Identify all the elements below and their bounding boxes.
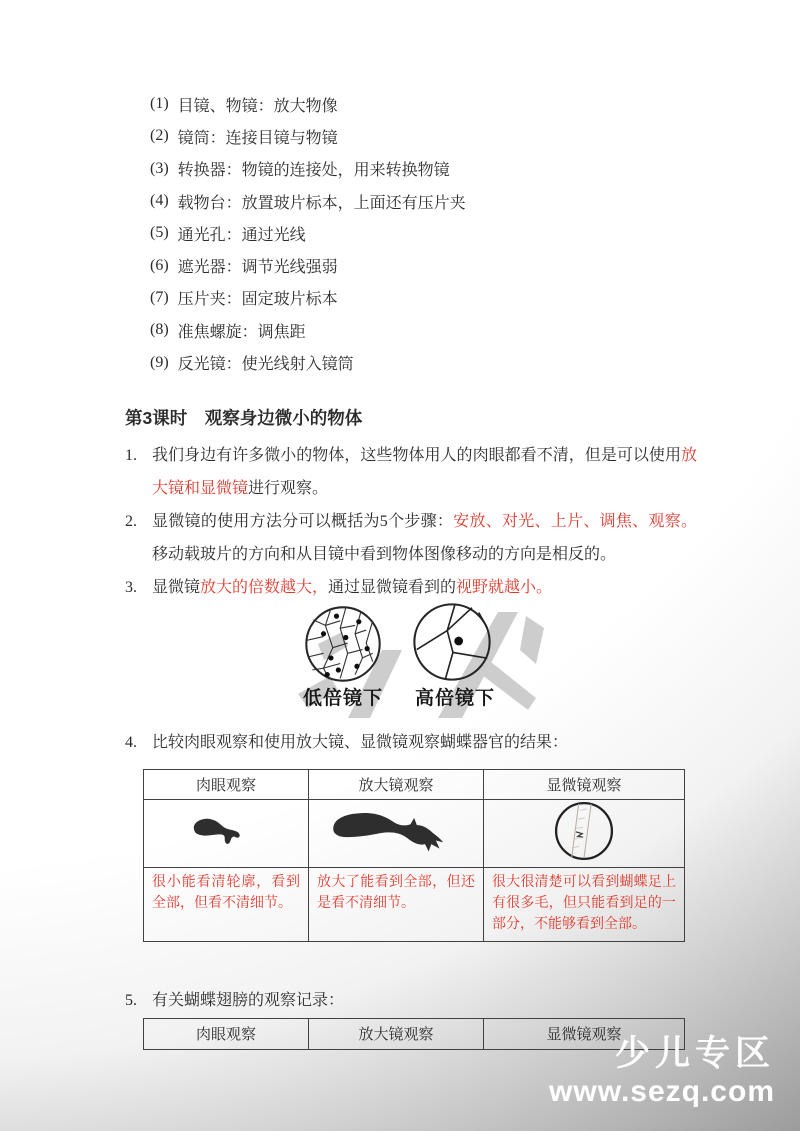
item-text: 转换器：物镜的连接处，用来转换物镜	[177, 162, 450, 180]
point-number: 3.	[125, 578, 137, 596]
lesson-points	[125, 439, 800, 1050]
list-item	[150, 120, 800, 152]
item-number: (1)	[150, 95, 169, 113]
low-power-label: 低倍镜下	[302, 687, 383, 709]
magnification-figure	[290, 600, 550, 718]
item-number: (9)	[150, 353, 169, 371]
point-number: 1.	[125, 446, 137, 464]
list-item	[150, 153, 800, 185]
table-header-row	[144, 769, 685, 799]
high-power-view-image	[412, 601, 492, 683]
point-text	[152, 439, 697, 505]
highlight-text: 安放、对光、上片、调焦、观察。	[453, 512, 697, 530]
point-5	[125, 984, 800, 1017]
item-number: (4)	[150, 192, 169, 210]
item-number: (6)	[150, 256, 169, 274]
item-text: 镜筒：连接目镜与物镜	[177, 129, 338, 147]
watermark-title: 少儿专区	[614, 1034, 775, 1073]
point-text	[152, 726, 697, 759]
item-text: 反光镜：使光线射入镜筒	[177, 356, 354, 374]
item-number: (3)	[150, 159, 169, 177]
highlight-text: 视野就越小。	[456, 578, 553, 596]
list-item	[150, 249, 800, 281]
text-segment: 有关蝴蝶翅膀的观察记录：	[152, 991, 345, 1009]
list-item	[150, 282, 800, 314]
organ-observation-table	[143, 769, 685, 942]
item-number: (8)	[150, 321, 169, 339]
item-text: 遮光器：调节光线强弱	[177, 259, 338, 277]
result-naked-eye: 很小能看清轮廓，看到全部，但看不清细节。	[144, 867, 309, 941]
list-item	[150, 314, 800, 346]
butterfly-leg-magnifier-image	[309, 799, 484, 867]
text-segment: 移动载玻片的方向和从目镜中看到物体图像移动的方向是相反的。	[152, 545, 617, 563]
point-number: 2.	[125, 512, 137, 530]
highlight-text: 放大的倍数越大，	[200, 578, 329, 596]
list-item	[150, 346, 800, 378]
butterfly-foot-microscope-image	[484, 799, 685, 867]
text-segment: 显微镜	[152, 578, 201, 596]
text-segment: 我们身边有许多微小的物体，这些物体用人的肉眼都看不清，但是可以使用	[152, 446, 681, 464]
table-image-row	[144, 799, 685, 867]
microscope-parts-list	[150, 0, 800, 379]
point-number: 5.	[125, 991, 137, 1009]
item-text: 准焦螺旋：调焦距	[177, 323, 306, 341]
list-item	[150, 185, 800, 217]
column-header: 放大镜观察	[309, 769, 484, 799]
column-header: 肉眼观察	[144, 1018, 309, 1049]
item-text: 载物台：放置玻片标本，上面还有压片夹	[177, 194, 466, 212]
text-segment: 比较肉眼观察和使用放大镜、显微镜观察蝴蝶器官的结果：	[152, 733, 569, 751]
table-result-row	[144, 867, 685, 941]
result-microscope: 很大很清楚可以看到蝴蝶足上有很多毛，但只能看到足的一部分，不能够看到全部。	[484, 867, 685, 941]
column-header: 显微镜观察	[484, 1018, 685, 1049]
point-1	[125, 439, 800, 505]
item-text: 通光孔：通过光线	[177, 226, 306, 244]
result-magnifier: 放大了能看到全部，但还是看不清细节。	[309, 867, 484, 941]
point-number: 4.	[125, 733, 137, 751]
item-number: (2)	[150, 127, 169, 145]
column-header: 肉眼观察	[144, 769, 309, 799]
point-4	[125, 726, 800, 759]
item-text: 目镜、物镜：放大物像	[177, 97, 338, 115]
high-power-label: 高倍镜下	[414, 687, 495, 709]
item-number: (7)	[150, 288, 169, 306]
list-item	[150, 88, 800, 120]
highlight-text: 放大镜和显微镜	[152, 446, 697, 497]
point-2	[125, 505, 800, 571]
butterfly-leg-naked-eye-image	[144, 799, 309, 867]
column-header: 放大镜观察	[309, 1018, 484, 1049]
list-item	[150, 217, 800, 249]
item-text: 压片夹：固定玻片标本	[177, 291, 338, 309]
point-text	[152, 984, 697, 1017]
watermark-url: www.sezq.com	[549, 1075, 775, 1108]
lesson-header: 第3课时 观察身边微小的物体	[125, 407, 363, 428]
column-header: 显微镜观察	[484, 769, 685, 799]
item-number: (5)	[150, 224, 169, 242]
text-segment: 进行观察。	[248, 479, 329, 497]
text-segment: 显微镜的使用方法分可以概括为5个步骤：	[152, 512, 454, 530]
site-watermark	[549, 1033, 775, 1108]
point-text	[152, 505, 697, 571]
low-power-view-image	[304, 604, 382, 684]
text-segment: 通过显微镜看到的	[328, 578, 457, 596]
